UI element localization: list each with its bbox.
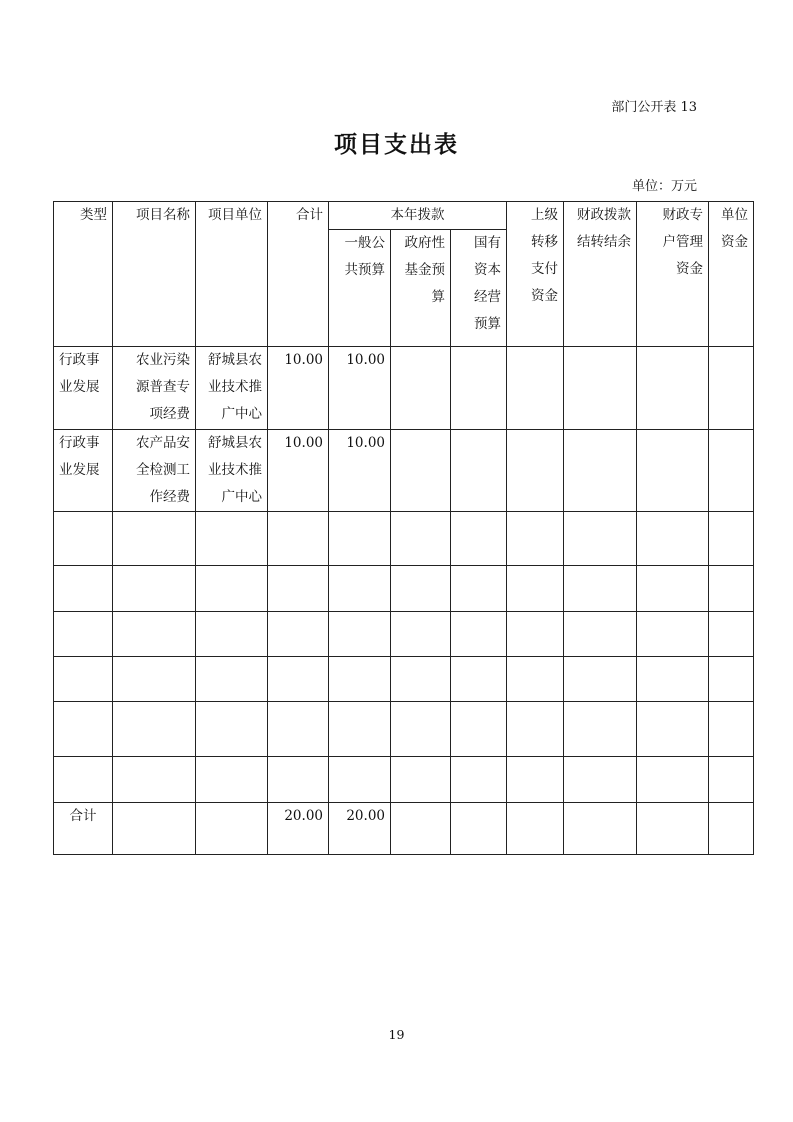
header-transfer: 上级 转移 支付 资金 bbox=[507, 202, 564, 347]
empty-row bbox=[54, 566, 754, 612]
empty-row bbox=[54, 612, 754, 657]
total-sum: 20.00 bbox=[268, 803, 329, 855]
table-row bbox=[54, 347, 754, 430]
project-expenditure-table bbox=[53, 201, 754, 855]
total-row bbox=[54, 803, 754, 855]
cell-general-budget: 10.00 bbox=[329, 347, 391, 430]
total-label: 合计 bbox=[54, 803, 113, 855]
header-gov-fund: 政府性 基金预 算 bbox=[391, 230, 451, 347]
page-title: 项目支出表 bbox=[334, 132, 459, 158]
header-unit-funds: 单位 资金 bbox=[709, 202, 754, 347]
header-project-name: 项目名称 bbox=[113, 202, 196, 347]
cell-project-unit: 舒城县农 业技术推 广中心 bbox=[196, 430, 268, 512]
cell-project-name: 农产品安 全检测工 作经费 bbox=[113, 430, 196, 512]
empty-row bbox=[54, 657, 754, 702]
unit-label: 单位：万元 bbox=[631, 179, 697, 194]
cell-general-budget: 10.00 bbox=[329, 430, 391, 512]
header-current-year: 本年拨款 bbox=[329, 202, 507, 230]
cell-type: 行政事 业发展 bbox=[54, 347, 113, 430]
cell-project-name: 农业污染 源普查专 项经费 bbox=[113, 347, 196, 430]
empty-row bbox=[54, 702, 754, 757]
header-general-budget: 一般公 共预算 bbox=[329, 230, 391, 347]
page-number: 19 bbox=[388, 1027, 405, 1042]
header-project-unit: 项目单位 bbox=[196, 202, 268, 347]
header-state-capital: 国有 资本 经营 预算 bbox=[451, 230, 507, 347]
cell-total: 10.00 bbox=[268, 430, 329, 512]
header-special-account: 财政专 户管理 资金 bbox=[637, 202, 709, 347]
empty-row bbox=[54, 512, 754, 566]
cell-type: 行政事 业发展 bbox=[54, 430, 113, 512]
header-type: 类型 bbox=[54, 202, 113, 347]
table-row bbox=[54, 430, 754, 512]
header-total: 合计 bbox=[268, 202, 329, 347]
cell-project-unit: 舒城县农 业技术推 广中心 bbox=[196, 347, 268, 430]
header-carryover: 财政拨款 结转结余 bbox=[564, 202, 637, 347]
total-general-budget: 20.00 bbox=[329, 803, 391, 855]
empty-row bbox=[54, 757, 754, 803]
page-reference: 部门公开表 13 bbox=[611, 100, 697, 115]
cell-total: 10.00 bbox=[268, 347, 329, 430]
